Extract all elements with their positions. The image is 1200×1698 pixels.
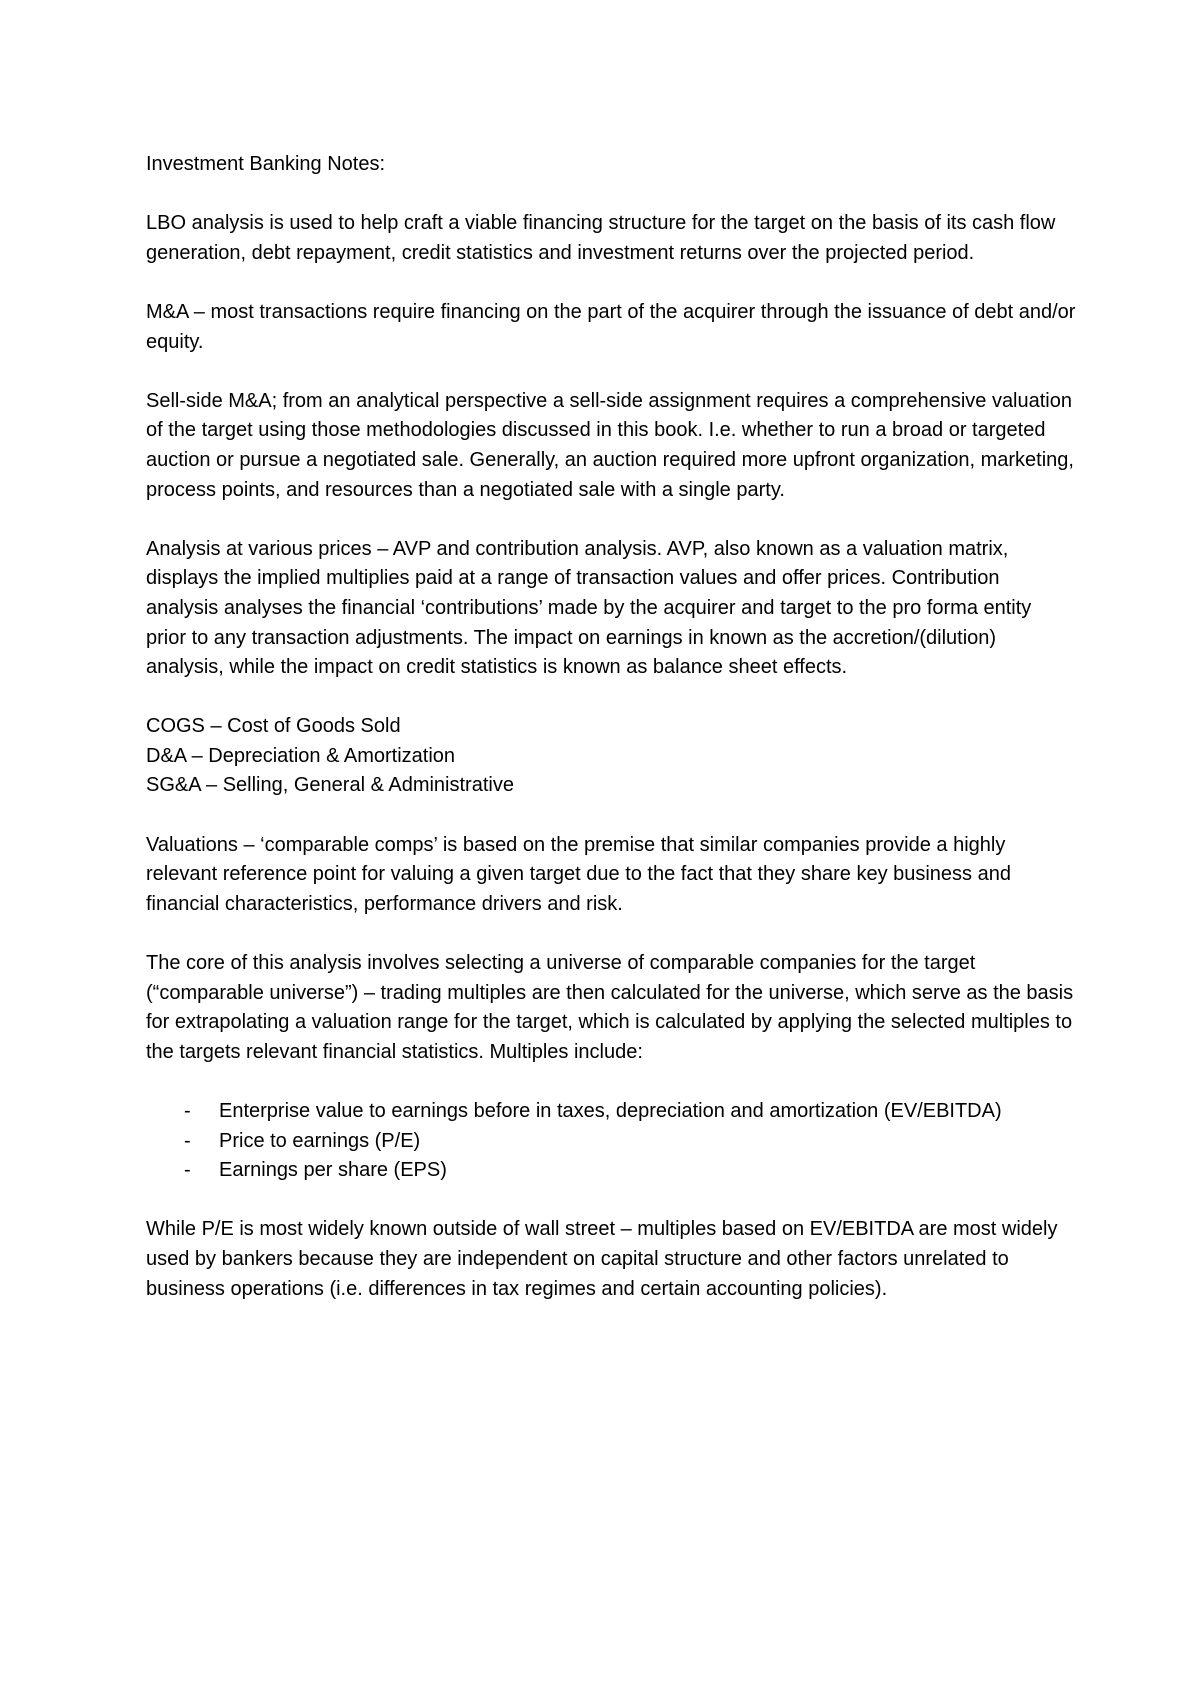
list-item-text: Enterprise value to earnings before in taxes, depreciation and amortization (EV/EBITDA) [219,1100,1002,1122]
document-title: Investment Banking Notes: [146,153,386,175]
bullet-dash: - [184,1129,191,1152]
document-body [146,150,1076,1334]
list-item [146,1156,1076,1186]
paragraph-valuations: Valuations – ‘comparable comps’ is based on the premise that similar companies provide a highly relevant reference point for valuing a given target due to the fact that they share key business and financial characteristics, performance drivers and risk. [146,833,1011,915]
bullet-dash: - [184,1100,191,1122]
bullet-dash: - [184,1159,191,1182]
definitions-list [146,712,1076,801]
paragraph-ma: M&A – most transactions require financing on the part of the acquirer through the issuance of debt and/or equity. [146,300,1076,353]
list-item [146,1127,1076,1157]
definition-da: D&A – Depreciation & Amortization [146,744,456,767]
paragraph-core-analysis: The core of this analysis involves selecting a universe of comparable companies for the target (“comparable universe”) – trading multiples are then calculated for the universe, which serve as the basis for extrapolating a valuation range for the target, which is calculated by applying the selected multiples to the targets relevant financial statistics. Multiples include: [146,952,1074,1063]
list-item-text: Earnings per share (EPS) [219,1159,447,1182]
paragraph-sell-side: Sell-side M&A; from an analytical perspective a sell-side assignment requires a comprehensive valuation of the target using those methodologies discussed in this book. I.e. whether to run a broad or targeted auction or pursue a negotiated sale. Generally, an auction required more upfront organization, marketing, process points, and resources than a negotiated sale with a single party. [146,389,1074,501]
paragraph-lbo: LBO analysis is used to help craft a viable financing structure for the target on the basis of its cash flow generation, debt repayment, credit statistics and investment returns over the projected period. [146,212,1056,264]
paragraph-closing: While P/E is most widely known outside of wall street – multiples based on EV/EBITDA are most widely used by bankers because they are independent on capital structure and other factors unrelated to business operations (i.e. differences in tax regimes and certain accounting policies). [146,1218,1058,1300]
definition-cogs: COGS – Cost of Goods Sold [146,715,401,738]
list-item-text: Price to earnings (P/E) [219,1129,421,1152]
definition-sga: SG&A – Selling, General & Administrative [146,774,514,797]
multiples-list [146,1097,1076,1186]
list-item [146,1097,1076,1127]
paragraph-analysis-prices: Analysis at various prices – AVP and contribution analysis. AVP, also known as a valuation matrix, displays the implied multiplies paid at a range of transaction values and offer prices. Contribution analysis analyses the financial ‘contributions’ made by the acquirer and target to the pro forma entity prior to any transaction adjustments. The impact on earnings in known as the accretion/(dilution) analysis, while the impact on credit statistics is known as balance sheet effects. [146,537,1032,679]
